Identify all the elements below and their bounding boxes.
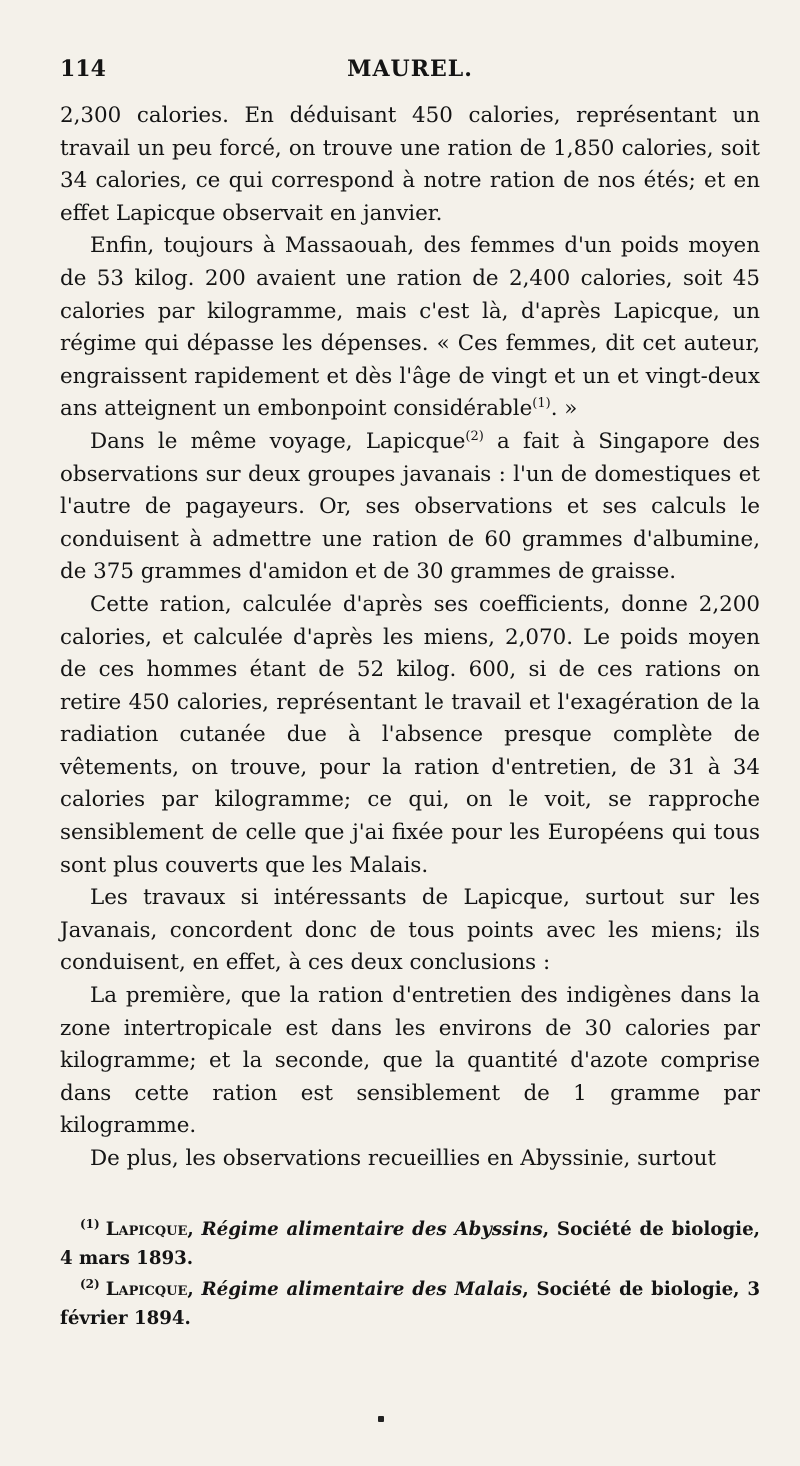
body-text bbox=[60, 100, 760, 1176]
paragraph: Cette ration, calculée d'après ses coefficients, donne 2,200 calories, et calculée d'après les miens, 2,070. Le poids moyen de ces hommes étant de 52 kilog. 600, si de ces rations on retire 450 calories, représentant le travail et l'exagération de la radiation cutanée due à l'absence presque complète de vêtements, on trouve, pour la ration d'entretien, de 31 à 34 calories par kilogramme; ce qui, on le voit, se rapproche sensiblement de celle que j'ai fixée pour les Européens qui tous sont plus couverts que les Malais. bbox=[60, 591, 760, 878]
paragraph bbox=[60, 426, 760, 589]
paragraph: Les travaux si intéressants de Lapicque, surtout sur les Javanais, concordent donc de tous points avec les miens; ils conduisent, en effet, à ces deux conclusions : bbox=[60, 885, 760, 976]
paragraph-text: Dans le même voyage, Lapicque bbox=[90, 428, 466, 454]
footnote: $^{(2)}$ Lapicque, Régime alimentaire des Malais, Société de biologie, 3 février 1894. bbox=[60, 1276, 760, 1329]
paragraph-text: a fait à Singapore des observations sur deux groupes javanais : l'un de domestiques et l'autre de pagayeurs. Or, ses observations et ses calculs le conduisent à admettre une ration de 60 grammes d'albumine, de 375 grammes d'amidon et de 30 grammes de graisse. bbox=[60, 428, 760, 585]
footnote-mark: (1) bbox=[80, 1216, 100, 1231]
paragraph: De plus, les observations recueillies en Abyssinie, surtout bbox=[90, 1146, 716, 1171]
running-head: MAUREL. bbox=[347, 56, 473, 82]
footnotes bbox=[60, 1215, 760, 1335]
footnote-author: Lapicque bbox=[105, 1219, 188, 1240]
footnote-rest: , Société de biologie, 3 février 1894. bbox=[60, 1279, 760, 1329]
paragraph-text: Enfin, toujours à Massaouah, des femmes d'un poids moyen de 53 kilog. 200 avaient une ration de 2,400 calories, soit 45 calories par kilogramme, mais c'est là, d'après Lapicque, un régime qui dépasse les dépenses. « Ces femmes, dit cet auteur, engraissent rapidement et dès l'âge de vingt et un et vingt-deux ans atteignent un embonpoint considérable bbox=[60, 233, 760, 422]
printer-mark bbox=[378, 1416, 384, 1422]
page-header bbox=[60, 48, 760, 88]
paragraph-end: . » bbox=[550, 396, 578, 422]
footnote-mark: (2) bbox=[80, 1276, 100, 1291]
footnote-title: Régime alimentaire des Abyssins bbox=[201, 1219, 543, 1240]
paragraph: La première, que la ration d'entretien des indigènes dans la zone intertropicale est dans les environs de 30 calories par kilogramme; et la seconde, que la quantité d'azote comprise dans cette ration est sensiblement de 1 gramme par kilogramme. bbox=[60, 983, 760, 1139]
footnote: $^{(1)}$ Lapicque, Régime alimentaire des Abyssins, Société de biologie, 4 mars 1893. bbox=[60, 1216, 760, 1269]
footnote-rest: , Société de biologie, 4 mars 1893. bbox=[60, 1219, 760, 1269]
footnote-ref: (1) bbox=[532, 396, 551, 412]
paragraph bbox=[60, 230, 760, 426]
paragraph: 2,300 calories. En déduisant 450 calories, représentant un travail un peu forcé, on trouve une ration de 1,850 calories, soit 34 calories, ce qui correspond à notre ration de nos étés; et en effet Lapicque observait en janvier. bbox=[60, 103, 760, 226]
page-number: 114 bbox=[60, 56, 106, 82]
footnote-author: Lapicque bbox=[105, 1279, 188, 1300]
footnote-ref: (2) bbox=[465, 428, 484, 444]
footnote-title: Régime alimentaire des Malais bbox=[201, 1279, 523, 1300]
